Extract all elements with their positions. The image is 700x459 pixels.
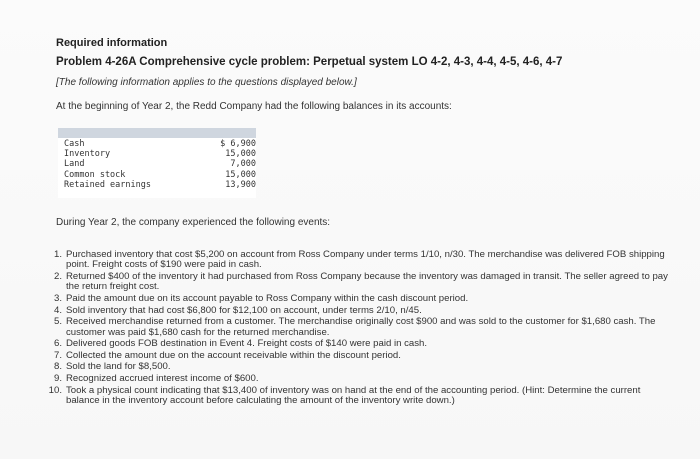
table-row xyxy=(58,149,256,159)
event-number: 6. xyxy=(53,338,62,350)
list-item xyxy=(36,294,676,304)
list-item xyxy=(36,339,676,349)
list-item xyxy=(36,317,676,338)
intro-text: At the beginning of Year 2, the Redd Company had the following balances in its accounts: xyxy=(56,101,452,112)
required-information-heading: Required information xyxy=(56,37,168,49)
problem-title: Problem 4-26A Comprehensive cycle problem: Perpetual system LO 4-2, 4-3, 4-4, 4-5, 4-6, 4-7 xyxy=(56,56,563,68)
event-text: Sold inventory that had cost $6,800 for $12,100 on account, under terms 2/10, n/45. xyxy=(66,304,422,316)
events-list xyxy=(36,250,676,408)
list-item xyxy=(36,374,676,384)
event-number: 4. xyxy=(53,304,62,316)
event-text: Took a physical count indicating that $13,400 of inventory was on hand at the end of the accounting period. (Hint: Determine the current balance in the inventory account before calculating the amount of the inventory write down.) xyxy=(66,384,641,406)
event-text: Purchased inventory that cost $5,200 on account from Ross Company under terms 1/10, n/30. The merchandise was delivered FOB shipping point. Freight costs of $190 were paid in cash. xyxy=(66,249,665,271)
event-number: 3. xyxy=(53,293,62,304)
list-item xyxy=(36,362,676,372)
table-row xyxy=(58,170,256,180)
account-amount: 7,000 xyxy=(230,159,256,170)
account-amount: 15,000 xyxy=(225,169,256,180)
event-text: Received merchandise returned from a customer. The merchandise originally cost $900 and was sold to the customer for $1,680 cash. The customer was paid $1,680 cash for the returned merchandise. xyxy=(66,316,656,338)
account-name: Land xyxy=(64,159,85,170)
table-header-bar xyxy=(58,128,256,138)
table-row xyxy=(58,180,256,190)
event-text: Sold the land for $8,500. xyxy=(66,361,171,373)
list-item xyxy=(36,272,676,293)
list-item xyxy=(36,306,676,316)
account-name: Inventory xyxy=(64,149,111,160)
list-item xyxy=(36,351,676,361)
account-name: Cash xyxy=(64,139,85,149)
event-number: 2. xyxy=(53,271,62,282)
table-row xyxy=(58,159,256,169)
table-row xyxy=(58,139,256,149)
account-amount: 13,900 xyxy=(225,179,256,190)
event-text: Returned $400 of the inventory it had purchased from Ross Company because the inventory was damaged in transit. The seller agreed to pay the return freight cost. xyxy=(66,271,668,293)
event-text: Paid the amount due on its account payable to Ross Company within the cash discount period. xyxy=(66,293,469,304)
account-name: Common stock xyxy=(64,169,126,180)
event-number: 7. xyxy=(53,349,62,361)
instruction-note: [The following information applies to the questions displayed below.] xyxy=(56,77,357,88)
event-text: Recognized accrued interest income of $600. xyxy=(66,372,259,384)
event-text: Collected the amount due on the account receivable within the discount period. xyxy=(66,349,401,361)
event-text: Delivered goods FOB destination in Event 4. Freight costs of $140 were paid in cash. xyxy=(66,338,428,350)
list-item xyxy=(36,250,676,271)
event-number: 9. xyxy=(53,372,62,384)
event-number: 10. xyxy=(48,384,62,396)
event-number: 1. xyxy=(53,249,62,260)
account-name: Retained earnings xyxy=(64,179,151,190)
account-amount: 15,000 xyxy=(225,149,256,160)
account-balances-table xyxy=(58,128,256,198)
list-item xyxy=(36,386,676,407)
event-number: 5. xyxy=(53,316,62,328)
event-number: 8. xyxy=(53,361,62,373)
account-amount: $ 6,900 xyxy=(220,139,256,149)
events-intro: During Year 2, the company experienced the following events: xyxy=(56,217,331,228)
